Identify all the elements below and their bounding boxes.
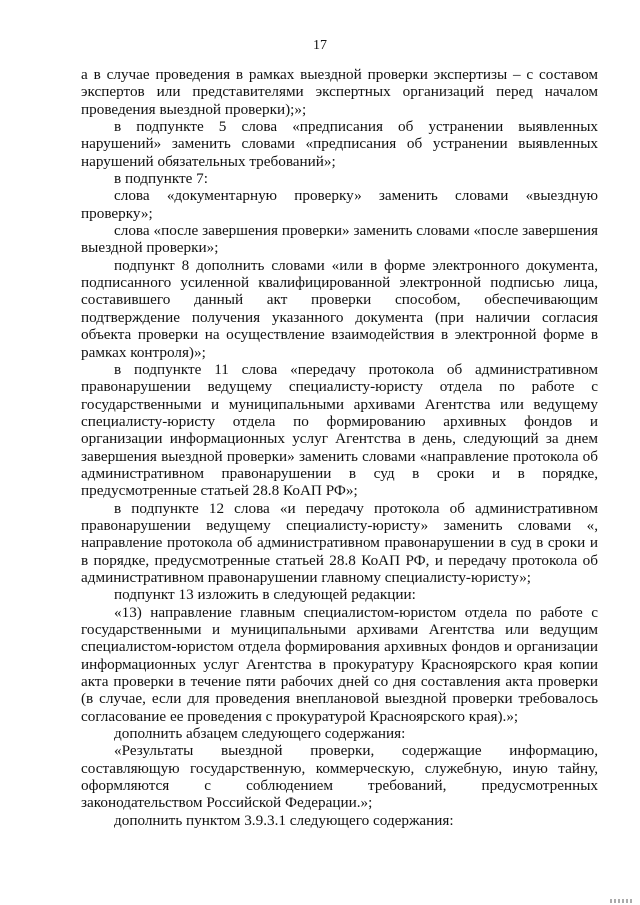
paragraph: в подпункте 5 слова «предписания об устранении выявленных нарушений» заменить словами «предписания об устранении выявленных нарушений обязательных требований»;: [81, 118, 598, 170]
scan-artifact-mark: [610, 899, 634, 903]
paragraph: в подпункте 12 слова «и передачу протокола об административном правонарушении ведущему специалисту-юристу» заменить словами «, направление протокола об административном правонарушении в суд в сроки и в порядке, предусмотренные статьей 28.8 КоАП РФ, и передачу протокола об административном правонарушении главному специалисту-юристу»;: [81, 499, 598, 586]
paragraph: «13) направление главным специалистом-юристом отдела по работе с государственными и муниципальными архивами Агентства или ведущим специалистом-юристом отдела формирования архивных фондов и организации информационных услуг Агентства в прокуратуру Красноярского края копии акта проверки в течение пяти рабочих дней со дня составления акта проверки (в случае, если для проведения внеплановой выездной проверки требовалось согласование ее проведения с прокуратурой Красноярского края).»;: [81, 603, 598, 725]
paragraph: «Результаты выездной проверки, содержащие информацию, составляющую государственную, коммерческую, служебную, иную тайну, оформляются с соблюдением требований, предусмотренных законодательством Российской Федерации.»;: [81, 742, 598, 812]
paragraph: подпункт 13 изложить в следующей редакции:: [114, 586, 416, 604]
paragraph: в подпункте 7:: [114, 170, 208, 188]
paragraph: подпункт 8 дополнить словами «или в форме электронного документа, подписанного усиленной квалифицированной электронной подписью лица, составившего данный акт проверки способом, обеспечивающим подтверждение получения указанного документа (при наличии согласия объекта проверки на осуществление взаимодействия в электронной форме в рамках контроля)»;: [81, 256, 598, 361]
paragraph: в подпункте 11 слова «передачу протокола об административном правонарушении ведущему специалисту-юристу отдела по работе с государственными и муниципальными архивами Агентства или ведущему специалисту-юристу отдела по формированию архивных фондов и организации информационных услуг Агентства в день, следующий за днем завершения выездной проверки» заменить словами «направление протокола об административном правонарушении в суд в сроки и в порядке, предусмотренные статьей 28.8 КоАП РФ»;: [81, 360, 598, 500]
paragraph: а в случае проведения в рамках выездной проверки экспертизы – с составом экспертов или представителями экспертных организаций перед началом проведения выездной проверки);»;: [81, 66, 598, 118]
document-body: [81, 66, 598, 829]
paragraph: слова «после завершения проверки» заменить словами «после завершения выездной проверки»;: [81, 222, 598, 257]
paragraph: дополнить пунктом 3.9.3.1 следующего содержания:: [114, 811, 454, 829]
paragraph: дополнить абзацем следующего содержания:: [114, 725, 406, 743]
paragraph: слова «документарную проверку» заменить словами «выездную проверку»;: [81, 187, 598, 222]
page-number: 17: [313, 38, 327, 53]
